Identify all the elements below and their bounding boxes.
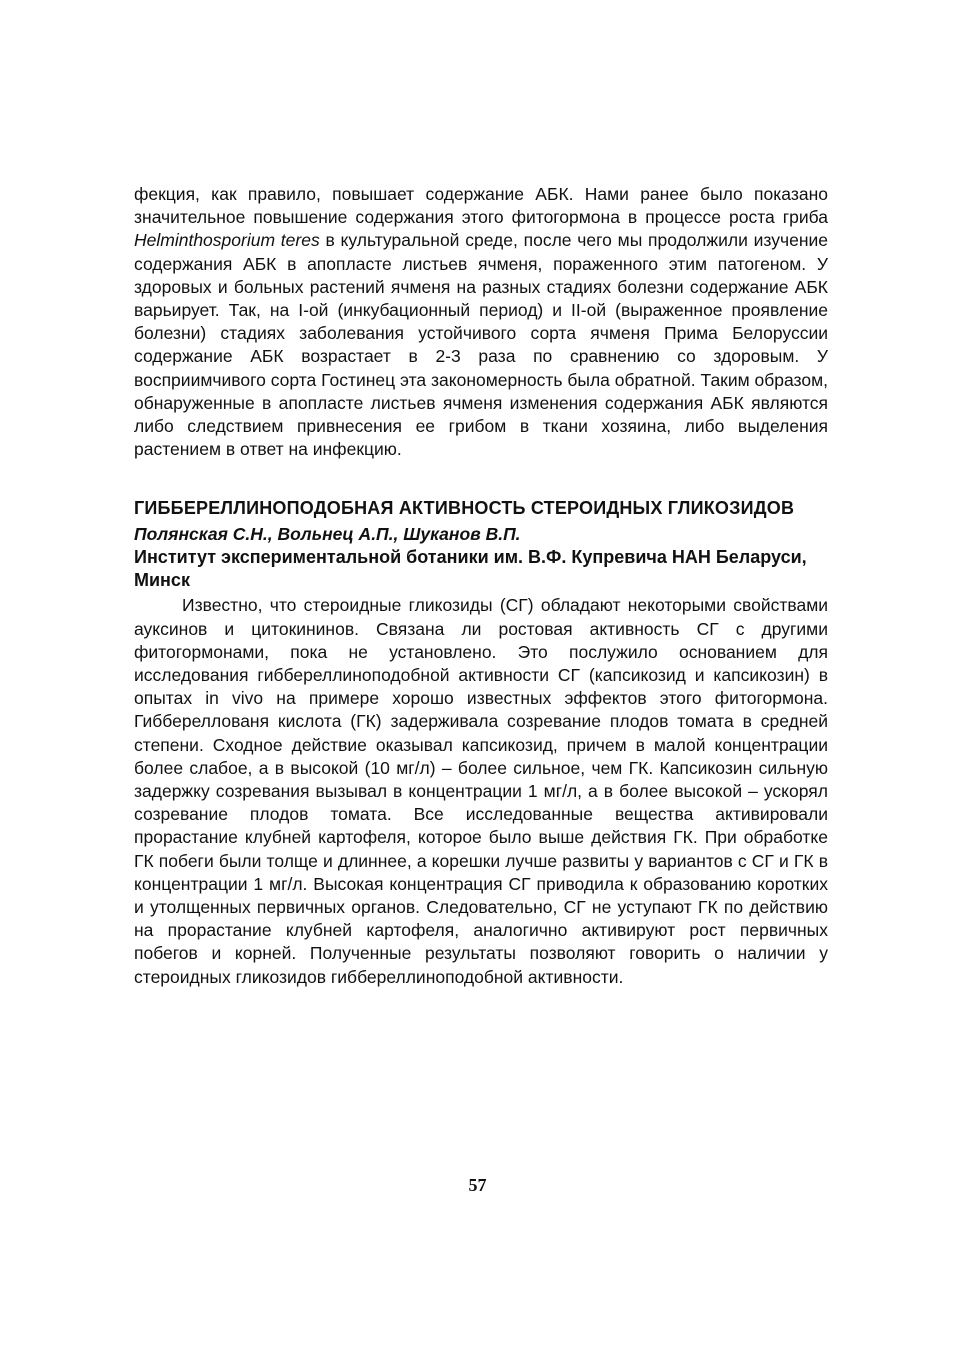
article-institution: Институт экспериментальной ботаники им. В.Ф. Купревича НАН Беларуси, Минск [134,547,807,591]
paragraph-text-start: фекция, как правило, повышает содержание АБК. Нами ранее было показано значительное повышение содержания этого фитогормона в процессе роста гриба [134,184,828,228]
paragraph-continued [134,183,828,461]
paragraph-text-end: в культуральной среде, после чего мы продолжили изучение содержания АБК в апопласте листьев ячменя, пораженного этим патогеном. У здоровых и больных растений ячменя на разных стадиях болезни содержание АБК варьирует. Так, на I-ой (инкубационный период) и II-ой (выраженное проявление болезни) стадиях заболевания устойчивого сорта ячменя Прима Белоруссии содержание АБК возрастает в 2-3 раза по сравнению со здоровым. У восприимчивого сорта Гостинец эта закономерность была обратной. Таким образом, обнаруженные в апопласте листьев ячменя изменения содержания АБК являются либо следствием привнесения ее грибом в ткани хозяина, либо выделения растением в ответ на инфекцию. [134,230,828,460]
article-authors: Полянская С.Н., Вольнец А.П., Шуканов В.П. [134,524,521,545]
article-title: ГИББЕРЕЛЛИНОПОДОБНАЯ АКТИВНОСТЬ СТЕРОИДНЫХ ГЛИКОЗИДОВ [134,498,795,519]
species-name: Helminthosporium teres [134,230,320,251]
article-body: Известно, что стероидные гликозиды (СГ) обладают некоторыми свойствами ауксинов и цитокининов. Связана ли ростовая активность СГ с другими фитогормонами, пока не установлено. Это послужило основанием для исследования гиббереллиноподобной активности СГ (капсикозид и капсикозин) в опытах in vivo на примере хорошо известных эффектов этого фитогормона. Гиббереллованя кислота (ГК) задерживала созревание плодов томата в средней степени. Сходное действие оказывал капсикозид, причем в малой концентрации более слабое, а в высокой (10 мг/л) – более сильное, чем ГК. Капсикозин сильную задержку созревания вызывал в концентрации 1 мг/л, а в более высокой – ускорял созревание плодов томата. Все исследованные вещества активировали прорастание клубней картофеля, которое было выше действия ГК. При обработке ГК побеги были толще и длиннее, а корешки лучше развиты у вариантов с СГ и ГК в концентрации 1 мг/л. Высокая концентрация СГ приводила к образованию коротких и утолщенных первичных органов. Следовательно, СГ не уступают ГК по действию на прорастание клубней картофеля, аналогично активируют рост первичных побегов и корней. Полученные результаты позволяют говорить о наличии у стероидных гликозидов гиббереллиноподобной активности. [134,595,828,987]
page-content [134,183,828,989]
page-number: 57 [468,1175,487,1195]
